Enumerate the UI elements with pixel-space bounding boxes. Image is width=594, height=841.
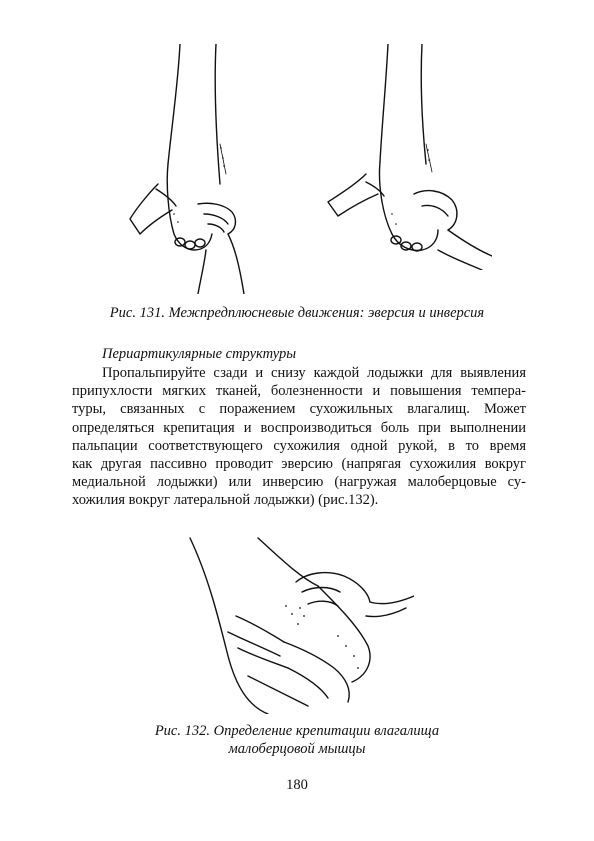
paragraph-line: хожилия вокруг латеральной лодыжки) (рис.132). bbox=[72, 492, 379, 509]
page-number: 180 bbox=[286, 777, 308, 793]
figure-132-illustration bbox=[188, 536, 414, 714]
figure-131-left-illustration bbox=[128, 44, 258, 294]
figure-131-right-illustration bbox=[322, 44, 492, 270]
figure-132-caption-line-2: малоберцовой мышцы bbox=[228, 741, 366, 757]
paragraph-line: определяться крепитация и воспроизводиться боль при выполнении bbox=[72, 419, 526, 436]
body-paragraph bbox=[72, 364, 526, 510]
section-subheading: Периартикулярные структуры bbox=[102, 346, 297, 362]
paragraph-line: Пропальпируйте сзади и снизу каждой лодыжки для выявления bbox=[102, 365, 526, 381]
paragraph-line: медиальной лодыжки) или инверсию (нагружая малоберцовые су- bbox=[72, 474, 526, 491]
paragraph-line: припухлости мягких тканей, болезненности и повышения темпера- bbox=[72, 383, 526, 400]
paragraph-line: как другая пассивно проводит эверсию (напрягая сухожилия вокруг bbox=[72, 455, 526, 472]
figure-132-caption-line-1: Рис. 132. Определение крепитации влагалища bbox=[154, 723, 440, 739]
figure-131-caption: Рис. 131. Межпредплюсневые движения: эверсия и инверсия bbox=[109, 305, 485, 321]
paragraph-line: туры, связанных с поражением сухожильных влагалищ. Может bbox=[72, 401, 526, 418]
paragraph-line: пальпации соответствующего сухожилия одной рукой, в то время bbox=[72, 437, 526, 454]
